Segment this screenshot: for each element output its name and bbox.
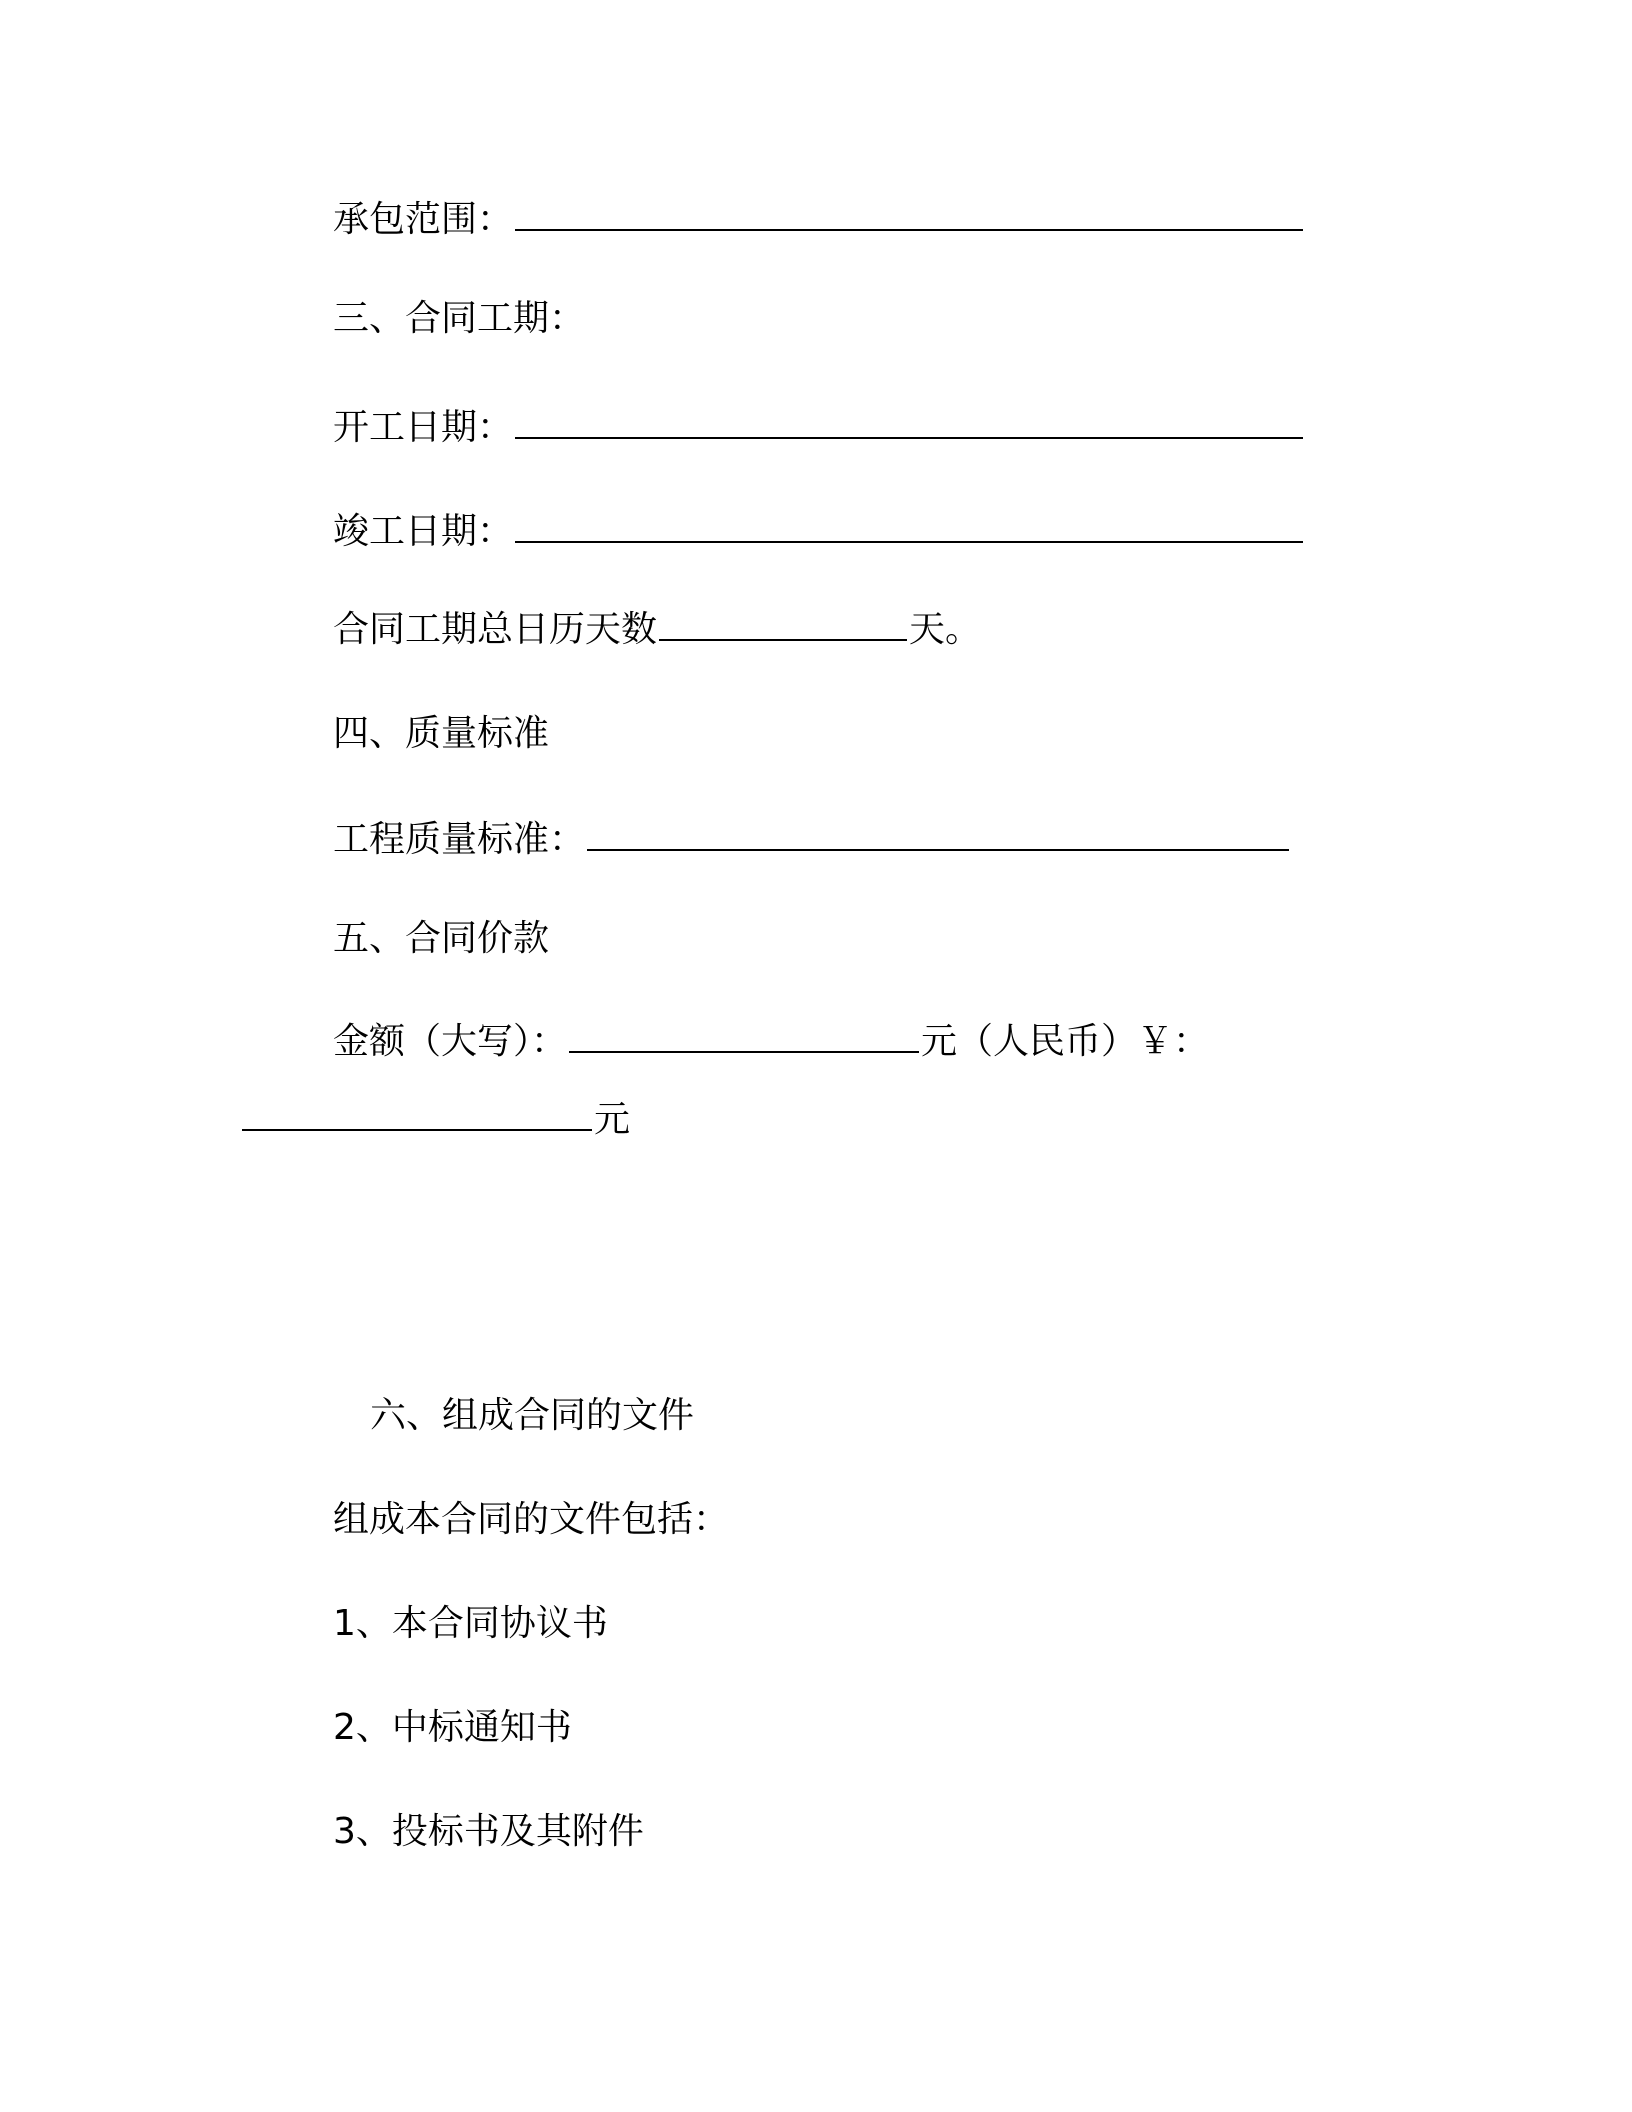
list-item: 2、中标通知书 bbox=[333, 1707, 572, 1748]
scope-blank bbox=[515, 199, 1303, 231]
section3-heading-text: 三、合同工期： bbox=[333, 298, 586, 339]
list-item: 1、本合同协议书 bbox=[333, 1603, 608, 1644]
amount-line bbox=[333, 1020, 1209, 1064]
section5-heading bbox=[333, 917, 549, 961]
section6-heading-text: 六、组成合同的文件 bbox=[370, 1395, 695, 1436]
documents-intro bbox=[333, 1498, 729, 1542]
scope-label: 承包范围： bbox=[333, 199, 514, 240]
amount-figures-line bbox=[240, 1098, 630, 1142]
section4-heading bbox=[333, 712, 549, 756]
start-date-line bbox=[333, 406, 1305, 450]
total-days-suffix: 天。 bbox=[909, 609, 982, 650]
quality-line bbox=[333, 818, 1291, 862]
list-item: 3、投标书及其附件 bbox=[333, 1811, 644, 1852]
amount-figures-blank bbox=[242, 1099, 592, 1131]
start-date-blank bbox=[515, 407, 1303, 439]
amount-label: 金额（大写）： bbox=[333, 1021, 568, 1062]
quality-label: 工程质量标准： bbox=[333, 819, 586, 860]
documents-item-2 bbox=[333, 1706, 572, 1750]
scope-line bbox=[333, 198, 1305, 242]
documents-intro-text: 组成本合同的文件包括： bbox=[333, 1499, 730, 1540]
amount-unit: 元（人民币）￥： bbox=[921, 1021, 1210, 1062]
documents-item-3 bbox=[333, 1810, 644, 1854]
amount-words-blank bbox=[569, 1021, 919, 1053]
section4-heading-text: 四、质量标准 bbox=[333, 713, 550, 754]
section3-heading bbox=[333, 297, 585, 341]
total-days-blank bbox=[659, 609, 907, 641]
documents-item-1 bbox=[333, 1602, 608, 1646]
completion-date-line bbox=[333, 510, 1305, 554]
quality-blank bbox=[587, 819, 1289, 851]
total-days-line bbox=[333, 608, 981, 652]
section5-heading-text: 五、合同价款 bbox=[333, 918, 550, 959]
total-days-label: 合同工期总日历天数 bbox=[333, 609, 658, 650]
completion-date-blank bbox=[515, 511, 1303, 543]
amount-tail-unit: 元 bbox=[594, 1099, 631, 1140]
section6-heading bbox=[370, 1394, 694, 1438]
completion-date-label: 竣工日期： bbox=[333, 511, 514, 552]
start-date-label: 开工日期： bbox=[333, 407, 514, 448]
